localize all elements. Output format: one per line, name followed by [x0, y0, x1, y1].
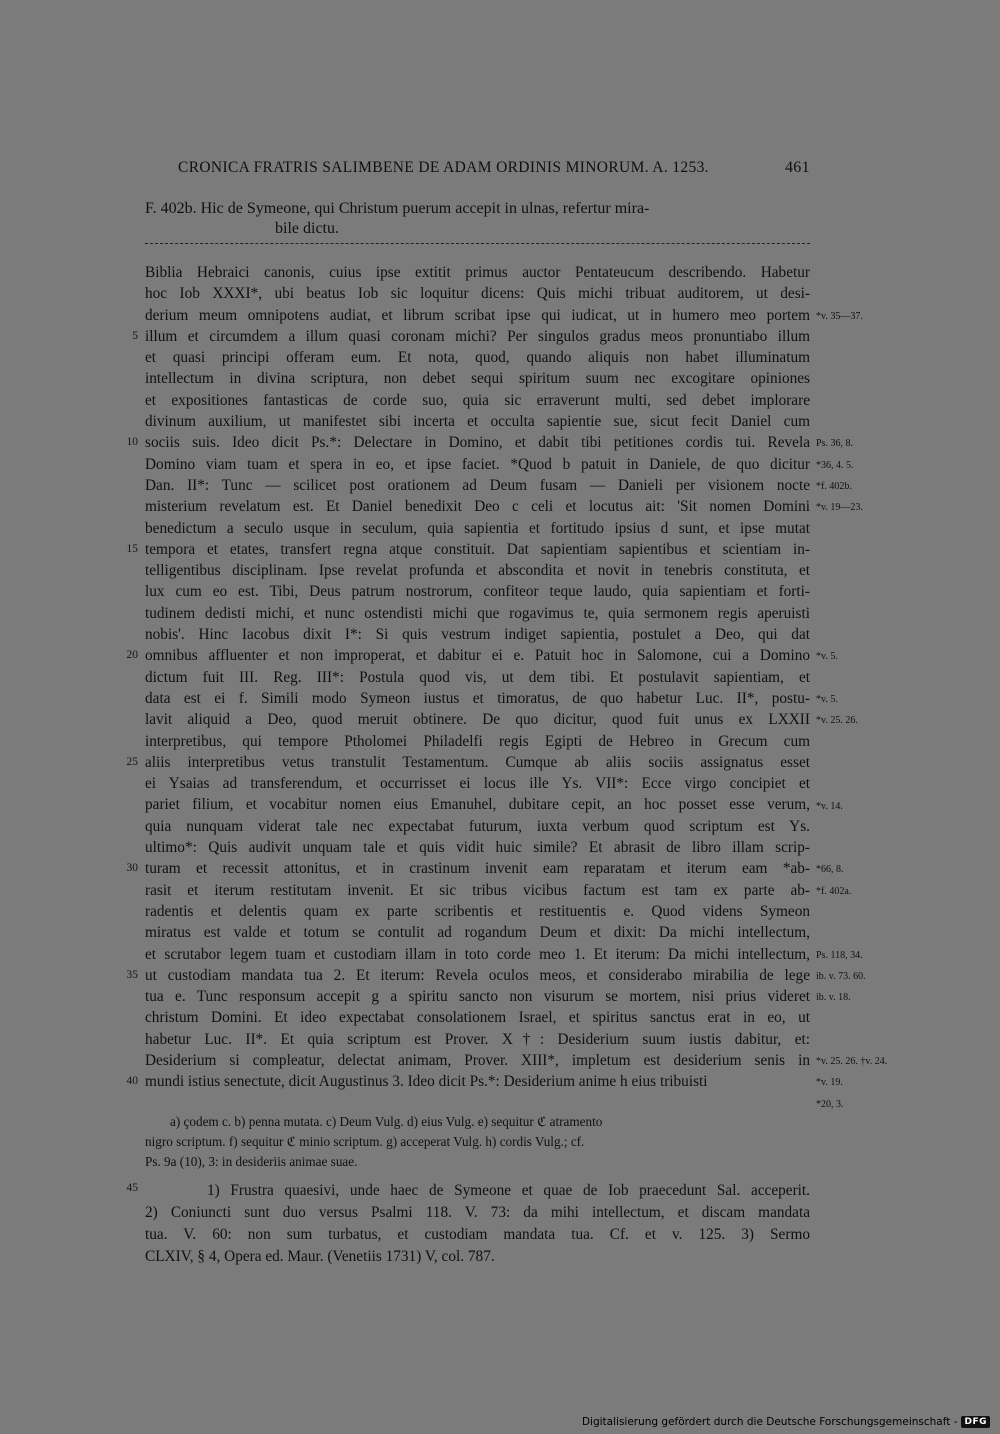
text-line: interpretibus, qui tempore Ptholomei Philadelfi regis Egipti de Hebreo in Grecum cum	[145, 732, 810, 750]
text-line: data est ei f. Simili modo Symeon iustus et timoratus, de quo habetur Luc. II*, postu-	[145, 689, 810, 707]
margin-reference: *f. 402b.	[816, 481, 852, 492]
text-line: miratus est valde et totum se contulit ad rogandum Deum et dixit: Da michi intellectum,	[145, 924, 810, 942]
text-line: intellectum in divina scriptura, non debet sequi spiritum suum nec excogitare opiniones	[145, 370, 810, 388]
margin-reference: *v. 25. 26.	[816, 715, 858, 727]
line-number: 30	[126, 862, 138, 875]
main-text	[145, 262, 810, 1093]
separator-rule	[145, 243, 810, 244]
line-number: 15	[126, 542, 138, 555]
page-number: 461	[784, 159, 810, 176]
text-line: christum Domini. Et ideo expectabat consolationem Israel, et spiritus sanctus erat in eo, ut	[145, 1009, 810, 1027]
line-number: 40	[126, 1075, 138, 1088]
margin-reference: *v. 14.	[816, 800, 843, 812]
margin-reference: *v. 19.	[816, 1077, 843, 1089]
text-line: Desiderium si compleatur, delectat animam, Prover. XIII*, impletum est desiderium senis in	[145, 1051, 810, 1069]
footnote-line: tua. V. 60: non sum turbatus, et custodiam mandata tua. Cf. et v. 125. 3) Sermo	[145, 1226, 810, 1243]
margin-reference: Ps. 118, 34.	[816, 949, 863, 961]
text-line: et quasi principi offeram eum. Et nota, quod, quando aliquis non habet illuminatum	[145, 349, 810, 367]
footnote-line: 2) Coniuncti sunt duo versus Psalmi 118. V. 73: da mihi intellectum, et discam mandata	[145, 1204, 810, 1221]
text-line: radentis et delentis quam ex parte scribentis et restituentis e. Quod videns Symeon	[145, 902, 810, 920]
credit-text: Digitalisierung gefördert durch die Deutsche Forschungsgemeinschaft -	[581, 1416, 958, 1428]
text-line: et scrutabor legem tuam et custodiam illam in toto corde meo 1. Et iterum: Da michi intellectum,	[145, 945, 810, 963]
section-heading	[145, 199, 810, 239]
variant-note-line: nigro scriptum. f) sequitur ℭ minio scriptum. g) acceperat Vulg. h) cordis Vulg.; cf.	[145, 1134, 585, 1149]
text-line: telligentibus disciplinam. Ipse revelat profunda et abscondita et novit in tenebris constituta, et	[145, 562, 810, 580]
footnote-line: 1) Frustra quaesivi, unde haec de Symeone et quae de Iob praecedunt Sal. acceperit.	[207, 1182, 810, 1199]
section-heading-line-2: bile dictu.	[275, 220, 339, 237]
text-line: rasit et iterum restitutam invenit. Et sic tribus vicibus factum est tam ex parte ab-	[145, 881, 810, 899]
variant-note-line: a) çodem c. b) penna mutata. c) Deum Vulg. d) eius Vulg. e) sequitur ℭ atramento	[170, 1114, 603, 1129]
margin-reference: *66, 8.	[816, 864, 844, 876]
text-line: derium meum omnipotens audiat, et librum scribat ipse qui iudicat, ut in humero meo portem	[145, 306, 810, 324]
text-line: tempora et etates, transfert regna atque constituit. Dat sapientiam sapientibus et scientiam in-	[145, 540, 810, 558]
variant-note-line: Ps. 9a (10), 3: in desideriis animae suae.	[145, 1154, 358, 1169]
text-line: illum et circumdem a illum quasi coronam michi? Per singulos gradus meos pronuntiabo illum	[145, 327, 810, 345]
text-line: pariet filium, et vocabitur nomen eius Emanuhel, dubitare cepit, an hoc posset esse verum,	[145, 796, 810, 814]
margin-reference: *36, 4. 5.	[816, 459, 854, 471]
text-line: tudinem dedisti michi, et nunc ostendisti michi que rogavimus te, quia sermonem regis aperuisti	[145, 604, 810, 622]
footnote-line-number: 45	[126, 1182, 138, 1194]
margin-reference: ib. v. 73. 60.	[816, 970, 866, 982]
margin-reference: *v. 25. 26. †v. 24.	[816, 1056, 888, 1068]
text-line: omnibus affluenter et non improperat, et dabitur ei e. Patuit hoc in Salomone, cui a Domino	[145, 647, 810, 665]
text-line: habetur Luc. II*. Et quia scriptum est Prover. X†: Desiderium suum iustis dabitur, et:	[145, 1030, 810, 1048]
line-number: 5	[132, 329, 138, 342]
text-line: mundi istius senectute, dicit Augustinus 3. Ideo dicit Ps.*: Desiderium anime h eius tribuisti	[145, 1073, 708, 1091]
text-line: Dan. II*: Tunc — scilicet post orationem ad Deum fusam — Danieli per visionem nocte	[145, 476, 810, 494]
section-heading-line-1: F. 402b. Hic de Symeone, qui Christum puerum accepit in ulnas, refertur mira-	[145, 200, 650, 217]
margin-reference: *v. 35—37.	[816, 310, 863, 322]
text-line: Domino viam tuam et spera in eo, et ipse faciet. *Quod b patuit in Daniele, de quo dicitur	[145, 455, 810, 473]
text-line: benedictum a seculo usque in seculum, quia sapientia et fortitudo ipsius d sunt, et ipse mutat	[145, 519, 810, 537]
text-line: ut custodiam mandata tua 2. Et iterum: Revela oculos meos, et considerabo mirabilia de lege	[145, 966, 810, 984]
text-line: hoc Iob XXXI*, ubi beatus Iob sic loquitur dicens: Quis michi tribuat auditorem, ut desi-	[145, 285, 810, 303]
running-header	[178, 159, 810, 177]
margin-reference: Ps. 36, 8.	[816, 438, 853, 450]
line-number: 25	[126, 755, 138, 768]
text-line: turam et recessit attonitus, et in crastinum invenit eam reparatam et iterum eam *ab-	[145, 860, 810, 878]
text-line: sociis suis. Ideo dicit Ps.*: Delectare in Domino, et dabit tibi petitiones cordis tui. Revela	[145, 434, 810, 452]
line-number: 20	[126, 649, 138, 662]
margin-reference: *v. 19—23.	[816, 502, 863, 514]
text-line: ei Ysaias ad transferendum, et occurrisset ei locus ille Ys. VII*: Ecce virgo concipiet et	[145, 775, 810, 793]
text-line: quia nunquam viderat tale nec expectabat futurum, iuxta verbum quod scriptum est Ys.	[145, 817, 810, 835]
text-line: divinum auxilium, ut manifestet sibi incerta et occulta sapientie sue, sicut fecit Daniel cum	[145, 413, 810, 431]
margin-reference: *v. 5.	[816, 694, 838, 705]
line-number: 35	[126, 968, 138, 981]
digitization-credit	[582, 1416, 990, 1428]
text-line: aliis interpretibus vetus transtulit Testamentum. Cumque ab aliis sociis assignatus esset	[145, 753, 810, 771]
dfg-logo: DFG	[961, 1416, 990, 1428]
footnote-line: CLXIV, § 4, Opera ed. Maur. (Venetiis 1731) V, col. 787.	[145, 1248, 495, 1265]
text-line: misterium revelatum est. Et Daniel benedixit Deo c celi et locutus ait: 'Sit nomen Domini	[145, 498, 810, 516]
text-line: tua e. Tunc responsum accepit g a spiritu sancto non visurum se mortem, nisi prius videret	[145, 988, 810, 1006]
variant-notes	[145, 1112, 810, 1172]
line-number: 10	[126, 436, 138, 449]
text-line: Biblia Hebraici canonis, cuius ipse extitit primus auctor Pentateucum describendo. Habetur	[145, 264, 810, 281]
text-line: nobis'. Hinc Iacobus dixit I*: Si quis vestrum indiget sapientia, postulet a Deo, qui dat	[145, 626, 810, 644]
margin-reference: *v. 5.	[816, 651, 838, 663]
text-line: ultimo*: Quis audivit unquam tale et quis vidit huic simile? Et abrasit de libro illam scrip-	[145, 839, 810, 857]
text-line: et expositiones fantasticas de corde suo, quia sic erraverunt multi, sed debet implorare	[145, 391, 810, 409]
footnotes	[145, 1180, 810, 1268]
margin-reference: *20, 3.	[816, 1098, 844, 1110]
text-line: dictum fuit III. Reg. III*: Postula quod vis, ut dem tibi. Et postulavit sapientiam, et	[145, 668, 810, 686]
running-title: CRONICA FRATRIS SALIMBENE DE ADAM ORDINIS MINORUM. A. 1253.	[178, 159, 709, 176]
margin-reference: *f. 402a.	[816, 885, 852, 897]
text-line: lux cum eo est. Tibi, Deus patrum nostrorum, confiteor teque laudo, quia sapientiam et forti-	[145, 583, 810, 601]
margin-reference: ib. v. 18.	[816, 992, 851, 1004]
text-line: lavit aliquid a Deo, quod meruit obtinere. De quo dicitur, quod fuit unus ex LXXII	[145, 711, 810, 729]
